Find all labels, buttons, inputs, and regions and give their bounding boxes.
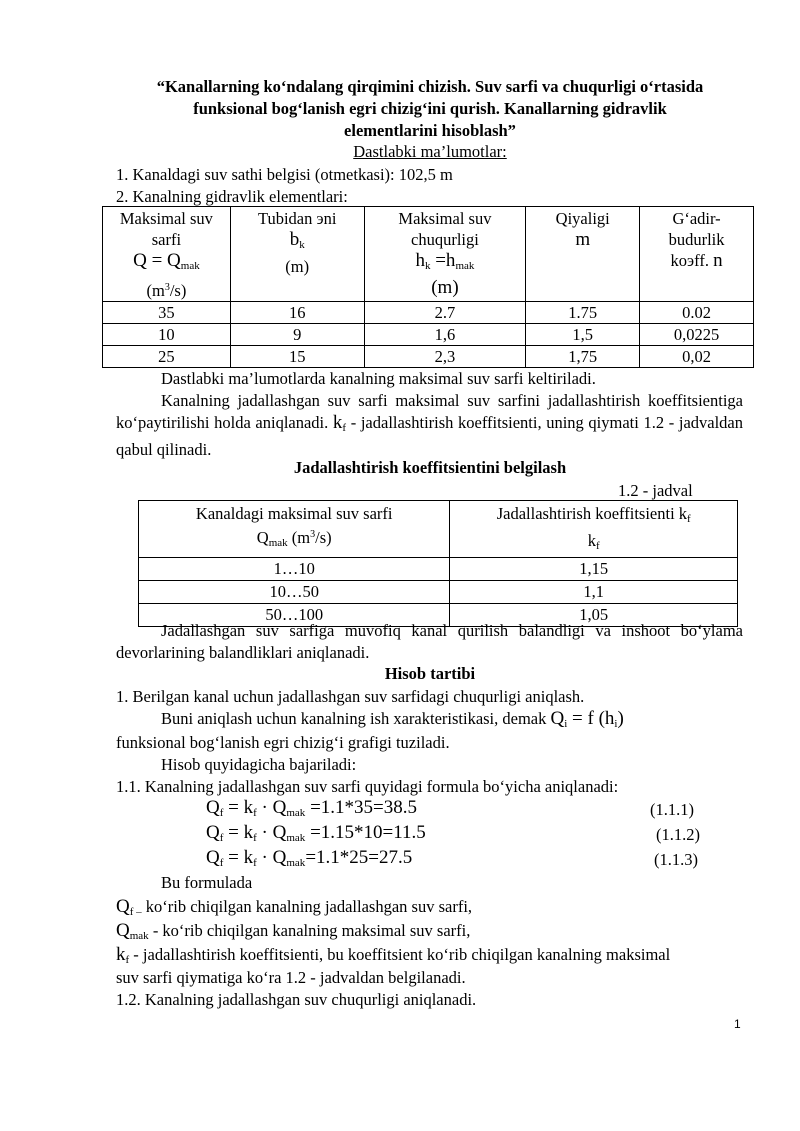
table-cell: 1,5 — [526, 324, 640, 346]
header-text: b — [289, 229, 300, 250]
formula-text: · Q — [256, 822, 287, 843]
table-cell: 1,05 — [450, 604, 738, 627]
header-text: /s) — [315, 528, 332, 547]
header-max-depth — [364, 207, 526, 302]
item-2: 2. Kanalning gidravlik elementlari: — [116, 187, 348, 206]
formula-1-number: (1.1.1) — [650, 800, 694, 819]
formula-3 — [206, 847, 412, 869]
table-cell: 1…10 — [139, 558, 450, 581]
header-text: budurlik — [668, 230, 725, 249]
title-line-2: funksional bog‘lanish egri chizig‘ini qurish. Kanallarning gidravlik — [193, 99, 667, 118]
formula-text: =1.1*25=27.5 — [305, 847, 413, 868]
definition-text: - jadallashtirish koeffitsienti, bu koeffitsient ko‘rib chiqilgan kanalning maksimal — [129, 945, 671, 964]
header-text: Maksimal suv — [119, 209, 213, 228]
formula-text: = k — [223, 847, 254, 868]
table-cell: 2,3 — [364, 346, 526, 368]
header-sup: 3 — [310, 529, 316, 540]
table-label: 1.2 - jadval — [618, 481, 693, 500]
table-cell: 1,75 — [526, 346, 640, 368]
header-sub: f — [687, 513, 691, 525]
formula-1 — [206, 797, 417, 819]
title-line-1: “Kanallarning ko‘ndalang qirqimini chizish. Suv sarfi va chuqurligi o‘rtasida — [156, 77, 704, 96]
symbol-q: Q — [550, 708, 565, 729]
symbol-sub: mak — [129, 930, 149, 942]
formula-sub: mak — [286, 832, 306, 844]
formula-sub: mak — [286, 857, 306, 869]
header-sup: 3 — [164, 282, 170, 293]
hydraulic-elements-table — [102, 206, 754, 368]
header-text: n — [713, 250, 723, 271]
definition-text: - ko‘rib chiqilgan kanalning maksimal suv sarfi, — [148, 921, 471, 940]
header-text: G‘adir- — [672, 209, 721, 228]
table-cell: 1,15 — [450, 558, 738, 581]
header-text: =h — [430, 250, 456, 271]
table-cell: 0,0225 — [640, 324, 754, 346]
table-cell: 16 — [230, 302, 364, 324]
table-cell: 0.02 — [640, 302, 754, 324]
paragraph-4-line-2: funksional bog‘lanish egri chizig‘i grafigi tuziladi. — [116, 733, 450, 752]
table-row — [139, 581, 738, 604]
paragraph-3 — [116, 620, 743, 664]
paragraph-text: Buni aniqlash uchun kanalning ish xarakteristikasi, demak — [161, 709, 551, 728]
definition-1 — [116, 896, 746, 923]
paragraph-text: Jadallashgan suv sarfiga muvofiq kanal qurilish balandligi va inshoot bo‘ylama devorlarining balandliklari aniqlanadi. — [116, 621, 743, 662]
table-cell: 15 — [230, 346, 364, 368]
formula-text: = k — [223, 797, 254, 818]
formula-text: Q — [206, 847, 220, 868]
initial-data-heading: Dastlabki ma’lumotlar: — [353, 142, 507, 161]
paragraph-1 — [116, 368, 743, 390]
page-number: 1 — [734, 1017, 741, 1031]
header-sub: mak — [268, 537, 288, 549]
table-cell: 1,6 — [364, 324, 526, 346]
item-1: 1. Kanaldagi suv sathi belgisi (otmetkasi): 102,5 m — [116, 165, 453, 184]
formula-3-number: (1.1.3) — [654, 850, 698, 869]
symbol-sub: i — [614, 718, 618, 730]
header-text: Kanaldagi maksimal suv sarfi — [195, 504, 393, 523]
symbol-text: = f (h — [567, 708, 615, 729]
header-text: chuqurligi — [411, 230, 479, 249]
formula-text: Q — [206, 797, 220, 818]
table-cell: 2.7 — [364, 302, 526, 324]
table-cell: 1.75 — [526, 302, 640, 324]
table-header-row — [139, 501, 738, 558]
paragraph-4 — [116, 708, 743, 735]
formula-text: =1.1*35=38.5 — [305, 797, 417, 818]
symbol-sub: i — [564, 718, 568, 730]
table-row — [103, 324, 754, 346]
header-text: h — [415, 250, 425, 271]
formula-sub: f — [219, 832, 224, 844]
table-row — [103, 302, 754, 324]
header-sub: k — [424, 260, 431, 272]
header-max-flow — [139, 501, 450, 558]
symbol-q: Q — [116, 920, 130, 941]
formula-sub: f — [219, 857, 224, 869]
symbol-sub: f – — [129, 906, 142, 918]
header-text: (m) — [431, 277, 459, 298]
symbol-q: Q — [116, 896, 130, 917]
header-text: Q — [256, 528, 269, 547]
header-sub: mak — [455, 260, 475, 272]
header-text: k — [587, 531, 596, 550]
table-cell: 50…100 — [139, 604, 450, 627]
formula-sub: f — [253, 807, 257, 819]
bu-formulada — [116, 872, 743, 894]
coefficient-table — [138, 500, 738, 627]
formula-2 — [206, 822, 426, 844]
symbol-sub: f — [342, 422, 347, 434]
table-cell: 25 — [103, 346, 231, 368]
formula-text: Q — [206, 822, 220, 843]
formula-text: · Q — [256, 797, 287, 818]
title-line-3: elementlarini hisoblash” — [344, 121, 516, 140]
symbol-k: k — [116, 944, 126, 965]
header-text: Jadallashtirish koeffitsienti k — [496, 504, 688, 523]
header-text: Tubidan эni — [257, 209, 337, 228]
header-text: (m) — [285, 257, 310, 276]
header-text: /s) — [169, 281, 187, 300]
step-1-1: 1.1. Kanalning jadallashgan suv sarfi quyidagi formula bo‘yicha aniqlanadi: — [116, 777, 619, 796]
header-text: Maksimal suv — [398, 209, 492, 228]
formula-2-number: (1.1.2) — [656, 825, 700, 844]
header-sub: k — [299, 239, 305, 251]
paragraph-text: Dastlabki ma’lumotlarda kanalning maksimal suv sarfi keltiriladi. — [161, 369, 596, 388]
header-text: koэff. — [670, 251, 714, 270]
paragraph-5 — [116, 754, 743, 776]
table-cell: 10…50 — [139, 581, 450, 604]
header-sub: mak — [180, 260, 200, 272]
header-roughness — [640, 207, 754, 302]
table-row — [139, 558, 738, 581]
header-bottom-width — [230, 207, 364, 302]
header-text: Q = Q — [133, 250, 181, 271]
definition-3-line-2: suv sarfi qiymatiga ko‘ra 1.2 - jadvaldan belgilanadi. — [116, 968, 466, 987]
header-sub: f — [596, 540, 600, 552]
formula-sub: mak — [286, 807, 306, 819]
formula-text: · Q — [256, 847, 287, 868]
section-heading-coefficient: Jadallashtirish koeffitsientini belgilash — [293, 458, 567, 477]
formula-text: =1.15*10=11.5 — [305, 822, 426, 843]
table-cell: 1,1 — [450, 581, 738, 604]
header-text: m — [575, 229, 591, 250]
header-text: (m — [146, 281, 165, 300]
paragraph-text: Bu formulada — [161, 873, 253, 892]
symbol-sub: f — [125, 954, 130, 966]
header-text: (m — [287, 528, 311, 547]
paragraph-text: Kanalning jadallashgan suv sarfi maksimal suv sarfini jadallashtirish koeffitsientiga ko‘paytirilishi holda aniqlanadi. — [116, 391, 743, 432]
step-1-2: 1.2. Kanalning jadallashgan suv chuqurligi aniqlanadi. — [116, 990, 477, 1009]
paragraph-text: - jadallashtirish koeffitsienti, uning qiymati 1.2 - jadvaldan qabul qilinadi. — [116, 413, 744, 459]
header-max-flow — [103, 207, 231, 302]
paragraph-2 — [116, 390, 743, 461]
definition-text: ko‘rib chiqilgan kanalning jadallashgan suv sarfi, — [141, 897, 473, 916]
header-coefficient — [450, 501, 738, 558]
table-cell: 0,02 — [640, 346, 754, 368]
formula-sub: f — [253, 832, 257, 844]
paragraph-text: Hisob quyidagicha bajariladi: — [161, 755, 357, 774]
formula-text: = k — [223, 822, 254, 843]
document-title — [110, 76, 750, 142]
formula-sub: f — [253, 857, 257, 869]
formula-sub: f — [219, 807, 224, 819]
table-row — [103, 346, 754, 368]
symbol-k: k — [332, 412, 343, 433]
table-cell: 10 — [103, 324, 231, 346]
symbol-text: ) — [617, 708, 624, 729]
table-header-row — [103, 207, 754, 302]
header-text: sarfi — [151, 230, 182, 249]
header-slope — [526, 207, 640, 302]
definition-2 — [116, 920, 746, 947]
table-cell: 35 — [103, 302, 231, 324]
section-heading-procedure: Hisob tartibi — [384, 664, 476, 683]
step-1: 1. Berilgan kanal uchun jadallashgan suv sarfidagi chuqurligi aniqlash. — [116, 687, 585, 706]
header-text: Qiyaligi — [555, 209, 610, 228]
table-cell: 9 — [230, 324, 364, 346]
